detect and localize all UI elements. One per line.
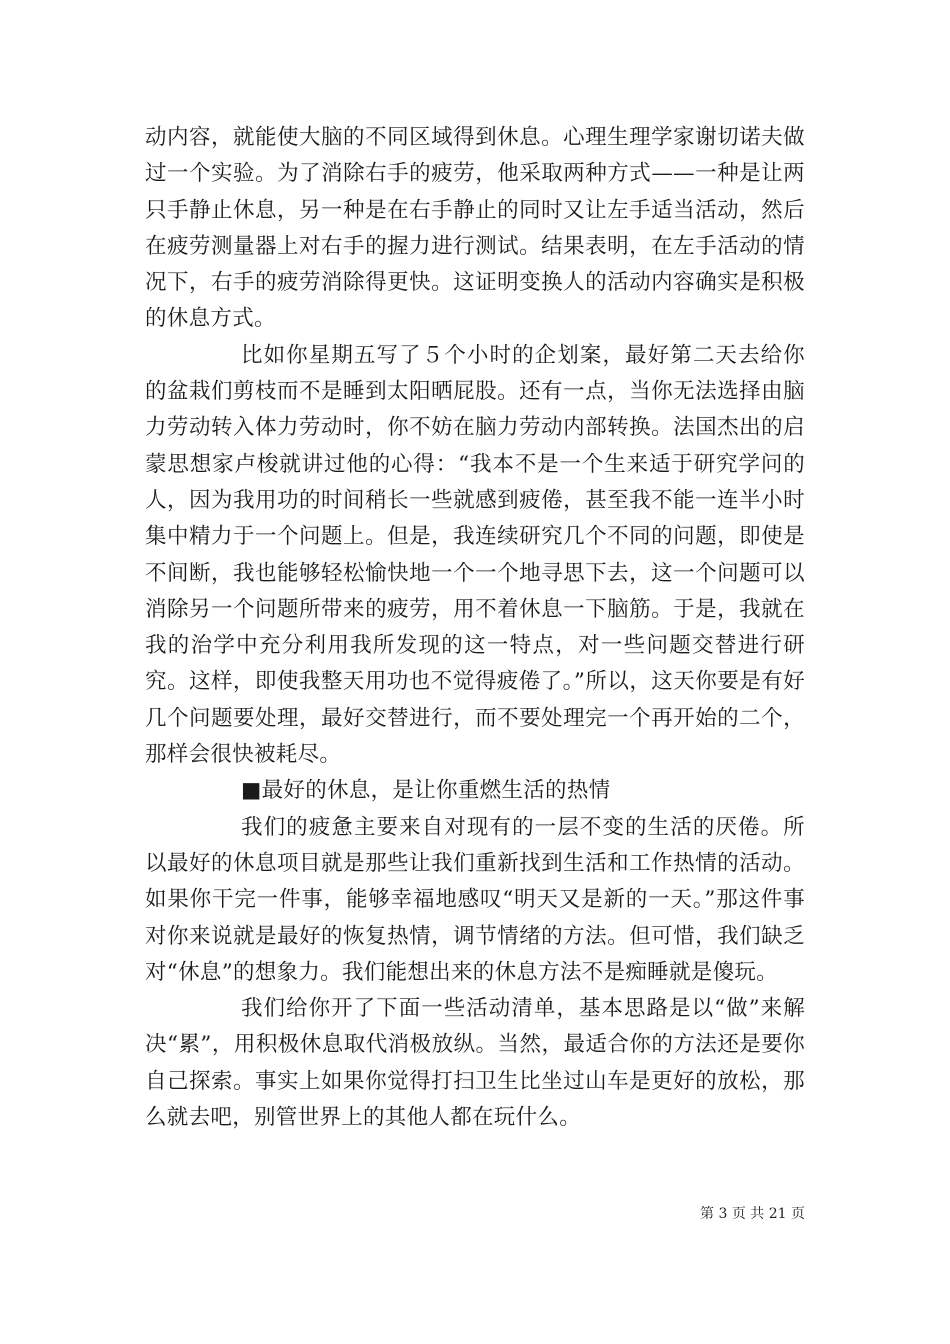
paragraph: 我们给你开了下面一些活动清单，基本思路是以“做”来解决“累”，用积极休息取代消极放纵。当然，最适合你的方法还是要你自己探索。事实上如果你觉得打扫卫生比坐过山车是更好的放松，那么就去吧，别管世界上的其他人都在玩什么。 <box>145 996 805 1131</box>
paragraph: 我们的疲惫主要来自对现有的一层不变的生活的厌倦。所以最好的休息项目就是那些让我们重新找到生活和工作热情的活动。如果你干完一件事，能够幸福地感叹“明天又是新的一天。”那这件事对你来说就是最好的恢复热情，调节情绪的方法。但可惜，我们缺乏对“休息”的想象力。我们能想出来的休息方法不是痴睡就是傻玩。 <box>145 814 805 985</box>
section-heading: ■最好的休息，是让你重燃生活的热情 <box>241 778 611 804</box>
body-text <box>145 120 805 1136</box>
page-number-footer: 第 3 页 共 21 页 <box>700 1206 805 1222</box>
paragraph: 比如你星期五写了５个小时的企划案，最好第二天去给你的盆栽们剪枝而不是睡到太阳晒屁股。还有一点，当你无法选择由脑力劳动转入体力劳动时，你不妨在脑力劳动内部转换。法国杰出的启蒙思想家卢梭就讲过他的心得：“我本不是一个生来适于研究学问的人，因为我用功的时间稍长一些就感到疲倦，甚至我不能一连半小时集中精力于一个问题上。但是，我连续研究几个不同的问题，即使是不间断，我也能够轻松愉快地一个一个地寻思下去，这一个问题可以消除另一个问题所带来的疲劳，用不着休息一下脑筋。于是，我就在我的治学中充分利用我所发现的这一特点，对一些问题交替进行研究。这样，即使我整天用功也不觉得疲倦了。”所以，这天你要是有好几个问题要处理，最好交替进行，而不要处理完一个再开始的二个，那样会很快被耗尽。 <box>145 342 805 768</box>
paragraph: 动内容，就能使大脑的不同区域得到休息。心理生理学家谢切诺夫做过一个实验。为了消除右手的疲劳，他采取两种方式——一种是让两只手静止休息，另一种是在右手静止的同时又让左手适当活动，然后在疲劳测量器上对右手的握力进行测试。结果表明，在左手活动的情况下，右手的疲劳消除得更快。这证明变换人的活动内容确实是积极的休息方式。 <box>145 125 805 332</box>
